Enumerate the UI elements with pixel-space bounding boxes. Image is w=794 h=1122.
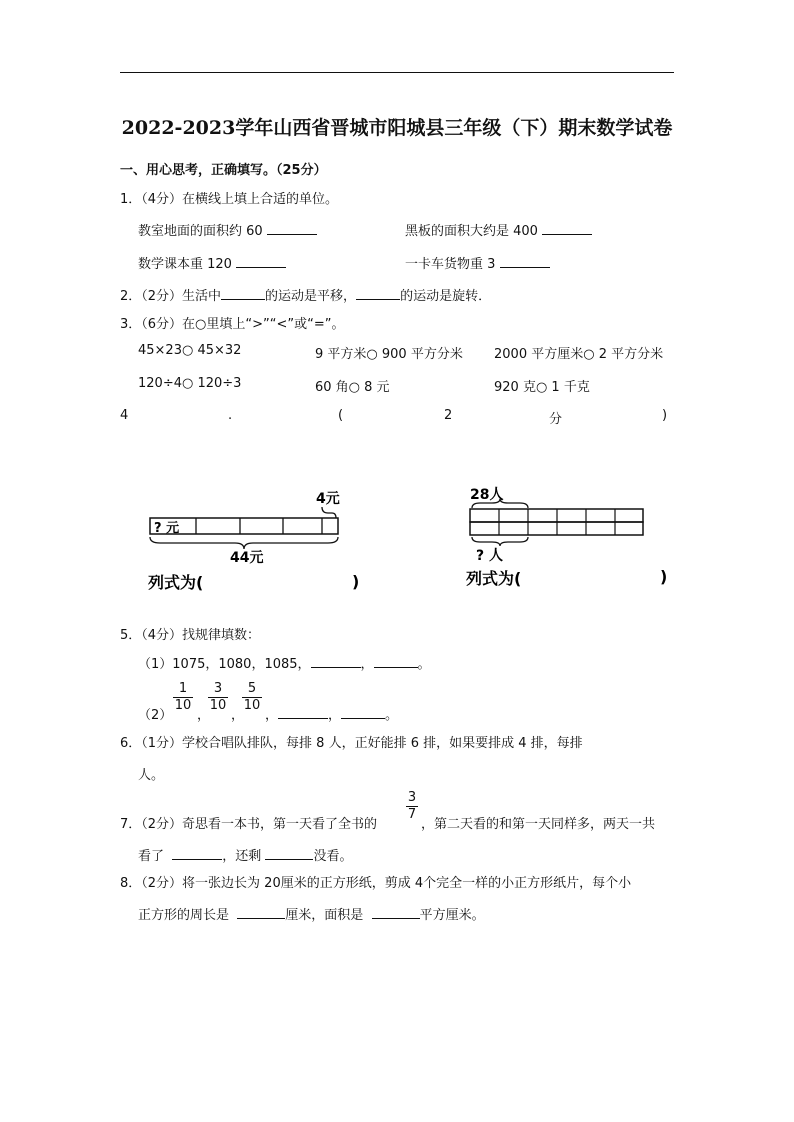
answer-blank[interactable] <box>500 255 550 268</box>
q8-text-3: 厘米，面积是 <box>285 908 364 923</box>
question-8-line-1: 8．（2分）将一张边长为 20厘米的正方形纸，剪成 4个完全一样的小正方形纸片，每个小 <box>120 876 632 891</box>
q7-text-3: 看了 <box>138 849 165 864</box>
answer-blank[interactable] <box>311 655 361 668</box>
fraction-3-10 <box>207 681 229 714</box>
segment-diagram-1 <box>140 485 380 595</box>
answer-blank[interactable] <box>372 906 420 919</box>
comma: ， <box>265 708 279 723</box>
diagram2-top-label: 28人 <box>470 487 504 503</box>
question-1-item-a <box>138 220 317 239</box>
q8-text-4: 平方厘米。 <box>419 908 485 923</box>
comparison-item: 920 克○ 1 千克 <box>494 380 590 395</box>
numerator: 1 <box>178 681 188 696</box>
answer-blank[interactable] <box>278 706 328 719</box>
question-4-fen: 分 <box>549 412 563 427</box>
question-1-item-d <box>405 253 550 272</box>
segment-diagram-2 <box>462 482 677 592</box>
diagram1-bottom-label: 44元 <box>230 550 264 566</box>
comma: ， <box>231 708 245 723</box>
answer-blank[interactable] <box>356 287 400 300</box>
question-5-part-2-blanks <box>265 704 398 723</box>
q1-a-text: 教室地面的面积约 60 <box>138 224 263 239</box>
diagram2-formula-label: 列式为( <box>466 569 522 588</box>
brace-top <box>322 507 336 518</box>
q5-sequence-1: （1）1075，1080，1085， <box>138 657 311 672</box>
question-4-paren-open: ( <box>338 408 344 423</box>
question-5-part-2-label: （2） <box>138 708 173 723</box>
section-heading: 一、用心思考，正确填写。（25分） <box>120 163 327 178</box>
diagram2-formula-close: ) <box>660 567 668 586</box>
comparison-item: 120÷4○ 120÷3 <box>138 376 242 391</box>
numerator: 5 <box>247 681 257 696</box>
denominator: 10 <box>209 698 227 713</box>
question-1-item-c <box>138 253 286 272</box>
answer-blank[interactable] <box>267 222 317 235</box>
q1-b-text: 黑板的面积大约是 400 <box>405 224 538 239</box>
comparison-item: 9 平方米○ 900 平方分米 <box>315 347 463 362</box>
denominator: 10 <box>174 698 192 713</box>
fraction-3-7 <box>405 790 419 823</box>
page-title: 2022-2023学年山西省晋城市阳城县三年级（下）期末数学试卷 <box>121 117 673 139</box>
q2-text-1: 2．（2分）生活中 <box>120 289 222 304</box>
numerator: 3 <box>213 681 223 696</box>
question-6-line-2: 人。 <box>138 768 165 783</box>
diagram1-formula-close: ) <box>352 572 360 591</box>
q5-period: 。 <box>385 708 399 723</box>
answer-blank[interactable] <box>265 847 313 860</box>
answer-blank[interactable] <box>237 906 285 919</box>
question-4-points: 2 <box>444 408 453 423</box>
denominator: 7 <box>407 807 417 822</box>
question-1-stem: 1．（4分）在横线上填上合适的单位。 <box>120 192 339 207</box>
question-7-line-2 <box>138 845 352 864</box>
question-7-text-2: ，第二天看的和第一天同样多，两天一共 <box>421 817 656 832</box>
question-2 <box>120 285 491 304</box>
question-4-paren-close: ) <box>662 408 668 423</box>
question-5-stem: 5．（4分）找规律填数： <box>120 628 261 643</box>
answer-blank[interactable] <box>542 222 592 235</box>
q7-text-4: ，还剩 <box>222 849 262 864</box>
diagram1-top-label: 4元 <box>316 491 340 507</box>
question-1-item-b <box>405 220 592 239</box>
question-5-part-1 <box>138 653 431 672</box>
question-7-text-1: 7．（2分）奇思看一本书，第一天看了全书的 <box>120 817 378 832</box>
comma: ， <box>197 708 211 723</box>
brace-bottom <box>472 537 528 546</box>
brace-bottom <box>150 537 338 549</box>
q7-text-5: 没看。 <box>313 849 353 864</box>
numerator: 3 <box>407 790 417 805</box>
comparison-item: 2000 平方厘米○ 2 平方分米 <box>494 347 664 362</box>
diagram1-left-label: ? 元 <box>154 521 180 536</box>
q5-comma: ， <box>360 657 374 672</box>
q2-text-2: 的运动是平移， <box>265 289 357 304</box>
denominator: 10 <box>243 698 261 713</box>
question-8-line-2 <box>138 904 485 923</box>
comparison-item: 45×23○ 45×32 <box>138 343 242 358</box>
q8-text-2: 正方形的周长是 <box>138 908 230 923</box>
question-4-dot: . <box>228 408 233 423</box>
q5-period: 。 <box>417 657 431 672</box>
q2-text-3: 的运动是旋转． <box>400 289 492 304</box>
q1-c-text: 数学课本重 120 <box>138 257 232 272</box>
comparison-item: 60 角○ 8 元 <box>315 380 390 395</box>
diagram1-formula-label: 列式为( <box>148 573 204 592</box>
header-rule <box>120 72 674 73</box>
question-4-number: 4 <box>120 408 129 423</box>
answer-blank[interactable] <box>221 287 265 300</box>
fraction-1-10 <box>172 681 194 714</box>
answer-blank[interactable] <box>374 655 418 668</box>
answer-blank[interactable] <box>236 255 286 268</box>
answer-blank[interactable] <box>341 706 385 719</box>
diagram2-bottom-label: ? 人 <box>476 548 503 564</box>
fraction-5-10 <box>241 681 263 714</box>
comma: ， <box>328 708 342 723</box>
question-3-stem: 3．（6分）在○里填上“>”“<”或“=”。 <box>120 317 345 332</box>
question-6-line-1: 6．（1分）学校合唱队排队，每排 8 人，正好能排 6 排，如果要排成 4 排，每排 <box>120 736 583 751</box>
answer-blank[interactable] <box>172 847 222 860</box>
q1-d-text: 一卡车货物重 3 <box>405 257 496 272</box>
